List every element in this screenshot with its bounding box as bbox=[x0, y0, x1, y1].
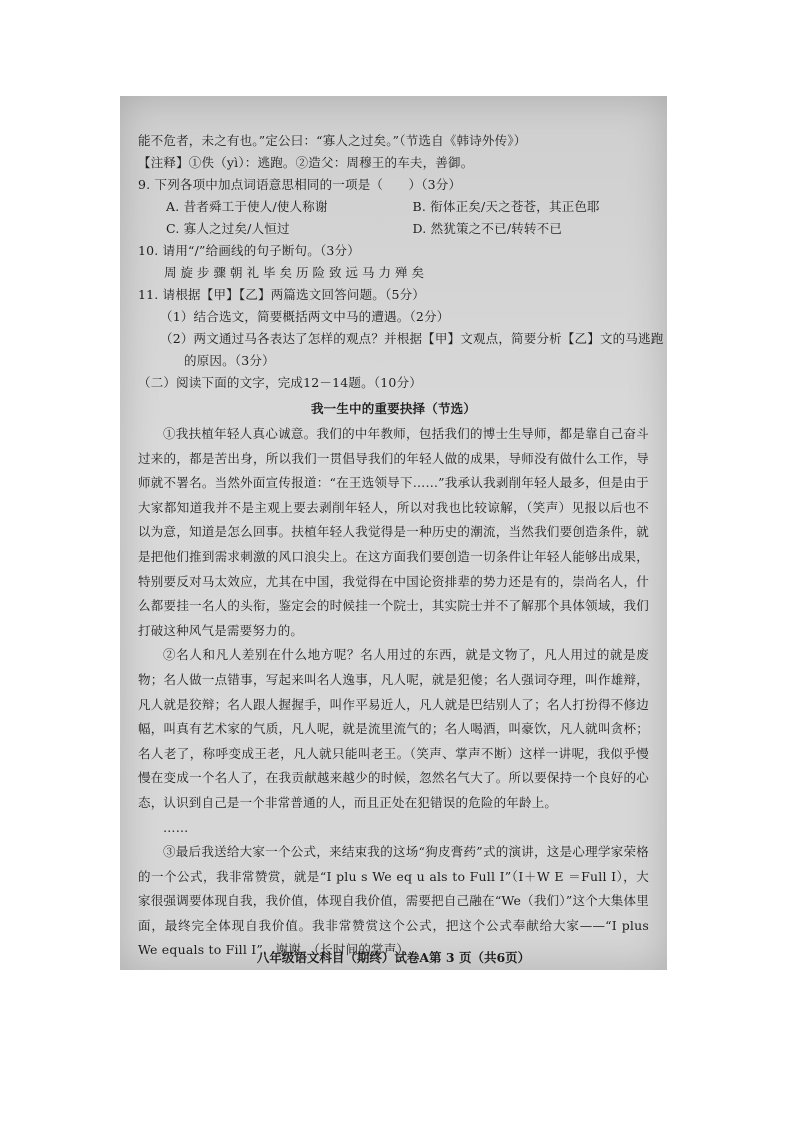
article-paragraph-3: ③最后我送给大家一个公式，来结束我的这场“狗皮膏药”式的演讲，这是心理学家荣格的一个公式，我非常赞赏，就是“I plu s We eq u als to Full I”（I＋W E ＝Full I），大家很强调要体现自我，我价值，体现自我价值，需要把自己融在“We（我们）”这个大集体里面，最终完全体现自我价值。我非常赞赏这个公式，把这个公式奉献给大家——“I plus We equals to Fill I”，谢谢。（长时间的掌声） bbox=[138, 844, 649, 958]
option-d: D. 然犹策之不已/转转不已 bbox=[412, 221, 563, 236]
article-paragraph-2: ②名人和凡人差别在什么地方呢？名人用过的东西，就是文物了，凡人用过的就是废物；名人做一点错事，写起来叫名人逸事，凡人呢，就是犯傻；名人强词夺理，叫作雄辩，凡人就是狡辩；名人跟人握握手，叫作平易近人，凡人就是巴结别人了；名人打扮得不修边幅，叫真有艺术家的气质，凡人呢，就是流里流气的；名人喝酒，叫豪饮，凡人就叫贪杯；名人老了，称呼变成王老，凡人就只能叫老王。（笑声、掌声不断）这样一讲呢，我似乎慢慢在变成一个名人了，在我贡献越来越少的时候，忽然名气大了。所以要保持一个良好的心态，认识到自己是一个非常普通的人，而且正处在犯错误的危险的年龄上。 bbox=[138, 647, 649, 810]
question-11: 11. 请根据【甲】【乙】两篇选文回答问题。（5分） bbox=[138, 287, 426, 302]
question-11-part-1: （1）结合选文，简要概括两文中马的遭遇。（2分） bbox=[160, 309, 450, 324]
article-title: 我一生中的重要抉择（节选） bbox=[310, 401, 477, 416]
ellipsis: …… bbox=[163, 819, 189, 835]
question-9-options bbox=[138, 196, 649, 240]
question-11-part-2-cont: 的原因。（3分） bbox=[184, 353, 275, 368]
section-2-heading: （二）阅读下面的文字，完成12－14题。（10分） bbox=[138, 375, 422, 390]
question-10-sentence: 周旋步骤朝礼毕矣历险致远马力殚矣 bbox=[164, 265, 429, 280]
question-9: 9. 下列各项中加点词语意思相同的一项是（ ）（3分） bbox=[138, 177, 462, 192]
option-b: B. 衔体正矣/天之苍苍，其正色耶 bbox=[412, 199, 600, 214]
option-c: C. 寡人之过矣/人恒过 bbox=[166, 221, 290, 236]
photographed-page bbox=[120, 96, 667, 970]
page-footer: 八年级语文科目（期终）试卷A第 3 页（共6页） bbox=[256, 950, 531, 965]
article-paragraph-1: ①我扶植年轻人真心诚意。我们的中年教师，包括我们的博士生导师，都是靠自己奋斗过来的，都是苦出身，所以我们一贯倡导我们的年轻人做的成果，导师没有做什么工作，导师就不署名。当然外面宣传报道：“在王选领导下……”我承认我剥削年轻人最多，但是由于大家都知道我并不是主观上要去剥削年轻人，所以对我也比较谅解，（笑声）见报以后也不以为意，知道是怎么回事。扶植年轻人我觉得是一种历史的潮流，当然我们要创造条件，就是把他们推到需求刺激的风口浪尖上。在这方面我们要创造一切条件让年轻人能够出成果，特别要反对马太效应，尤其在中国，我觉得在中国论资排辈的势力还是有的，崇尚名人，什么都要挂一名人的头衔，鉴定会的时候挂一个院士，其实院士并不了解那个具体领域，我们打破这种风气是需要努力的。 bbox=[138, 426, 649, 638]
text-line: 能不危者，未之有也。”定公曰：“寡人之过矣。”（节选自《韩诗外传》） bbox=[138, 133, 527, 148]
question-11-part-2: （2）两文通过马各表达了怎样的观点？并根据【甲】文观点，简要分析【乙】文的马逃跑 bbox=[160, 331, 664, 346]
annotation-note: 【注释】①佚（yì）：逃跑。②造父：周穆王的车夫，善御。 bbox=[138, 155, 474, 170]
option-a: A. 昔者舜工于使人/使人称谢 bbox=[166, 199, 328, 214]
question-10: 10. 请用“/”给画线的句子断句。（3分） bbox=[138, 243, 360, 258]
page-content bbox=[138, 130, 664, 963]
